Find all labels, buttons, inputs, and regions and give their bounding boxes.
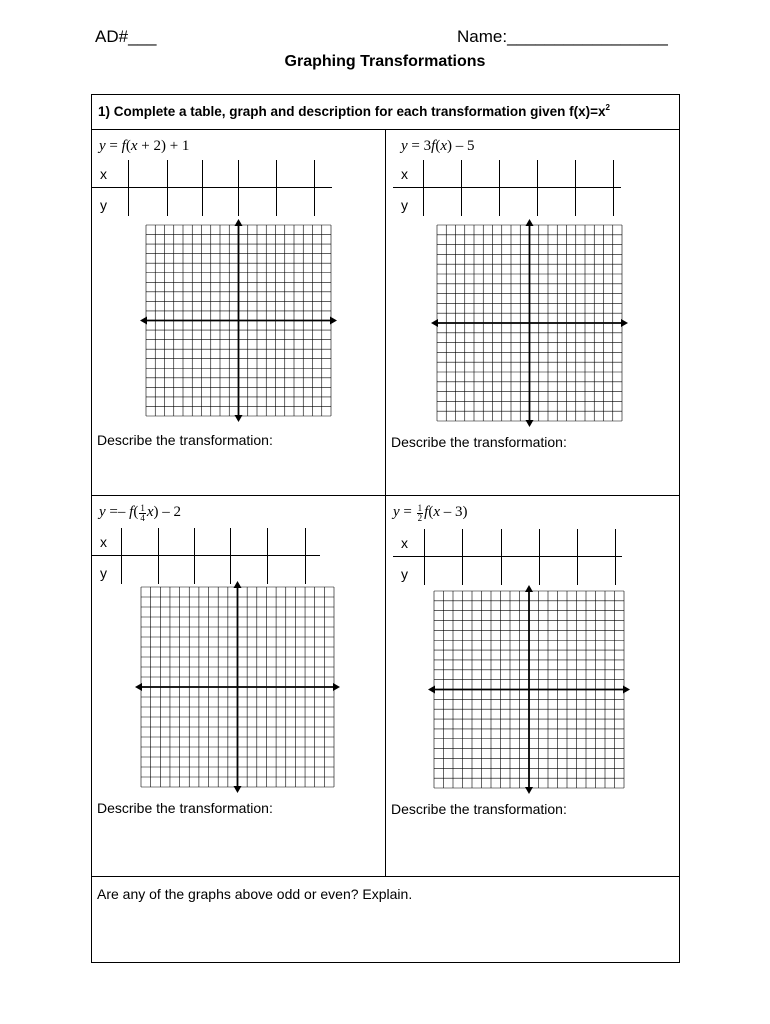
- xy-table[interactable]: [92, 160, 332, 216]
- table-column-rule: [167, 160, 168, 216]
- eq-part: (: [125, 138, 131, 154]
- fraction: [139, 504, 146, 523]
- arrow-up-icon: [525, 585, 533, 592]
- grid-svg: [431, 219, 628, 427]
- grid-svg: [428, 585, 630, 794]
- arrow-up-icon: [234, 581, 242, 588]
- table-column-rule: [499, 160, 500, 216]
- describe-label: Describe the transformation:: [97, 432, 273, 448]
- instructions-text: 1) Complete a table, graph and description for each transformation given f(x)=x: [98, 104, 606, 119]
- eq-func-f: f: [431, 138, 436, 154]
- arrow-left-icon: [428, 686, 435, 694]
- eq-var-x: x: [433, 504, 440, 520]
- arrow-left-icon: [140, 317, 147, 325]
- fraction-denominator: 4: [140, 513, 145, 523]
- table-column-rule: [423, 160, 424, 216]
- eq-part: = 3: [407, 138, 432, 154]
- eq-part: =–: [105, 504, 130, 520]
- describe-label: Describe the transformation:: [391, 801, 567, 817]
- arrow-right-icon: [623, 686, 630, 694]
- describe-label: Describe the transformation:: [391, 434, 567, 450]
- table-column-rule: [314, 160, 315, 216]
- arrow-down-icon: [235, 415, 243, 422]
- eq-part: + 2) + 1: [137, 138, 190, 154]
- equation: [99, 504, 181, 523]
- table-column-rule: [577, 529, 578, 585]
- x-label: x: [401, 535, 408, 551]
- equation: [393, 504, 467, 523]
- eq-func-f: f: [424, 504, 429, 520]
- eq-var-y: y: [401, 138, 408, 154]
- y-label: y: [401, 197, 408, 213]
- table-column-rule: [461, 160, 462, 216]
- y-label: y: [100, 565, 107, 581]
- eq-var-y: y: [99, 504, 106, 520]
- eq-part: (: [435, 138, 441, 154]
- table-column-rule: [305, 528, 306, 584]
- fraction-denominator: 2: [417, 513, 423, 523]
- xy-table[interactable]: [393, 160, 621, 216]
- table-column-rule: [615, 529, 616, 585]
- page-title: Graphing Transformations: [284, 53, 486, 70]
- eq-func-f: f: [121, 138, 126, 154]
- table-column-rule: [194, 528, 195, 584]
- table-column-rule: [462, 529, 463, 585]
- table-column-rule: [121, 528, 122, 584]
- instructions: [92, 95, 679, 130]
- table-column-rule: [539, 529, 540, 585]
- table-column-rule: [202, 160, 203, 216]
- arrow-left-icon: [135, 683, 142, 691]
- arrow-right-icon: [621, 319, 628, 327]
- arrow-right-icon: [333, 683, 340, 691]
- eq-part: – 3): [439, 504, 468, 520]
- row-divider: [92, 876, 679, 877]
- ad-number-field[interactable]: AD#___: [95, 27, 157, 46]
- table-column-rule: [613, 160, 614, 216]
- instructions-exponent: 2: [605, 103, 610, 112]
- table-column-rule: [238, 160, 239, 216]
- eq-var-x: x: [130, 138, 138, 154]
- arrow-right-icon: [330, 317, 337, 325]
- eq-part: (: [133, 504, 139, 520]
- odd-even-question: Are any of the graphs above odd or even? Explain.: [97, 886, 413, 902]
- fraction-numerator: 1: [140, 503, 145, 513]
- problem-2: [386, 130, 679, 495]
- eq-var-y: y: [99, 138, 106, 154]
- eq-var-x: x: [146, 504, 154, 520]
- x-label: x: [100, 166, 107, 182]
- arrow-up-icon: [235, 219, 243, 226]
- eq-part: (: [428, 504, 434, 520]
- coordinate-grid[interactable]: [431, 219, 628, 427]
- problem-3: [92, 496, 385, 876]
- table-rule: [393, 556, 622, 557]
- arrow-down-icon: [525, 787, 533, 794]
- table-column-rule: [501, 529, 502, 585]
- eq-part: =: [105, 138, 122, 154]
- table-rule: [92, 555, 320, 556]
- arrow-down-icon: [234, 786, 242, 793]
- worksheet: [91, 94, 680, 963]
- table-column-rule: [575, 160, 576, 216]
- fraction-numerator: 1: [417, 503, 423, 513]
- eq-part: ) – 5: [446, 138, 475, 154]
- xy-table[interactable]: [393, 529, 622, 585]
- arrow-up-icon: [526, 219, 534, 226]
- eq-var-x: x: [440, 138, 447, 154]
- grid-svg: [140, 219, 337, 422]
- coordinate-grid[interactable]: [140, 219, 337, 422]
- table-column-rule: [267, 528, 268, 584]
- table-column-rule: [158, 528, 159, 584]
- arrow-left-icon: [431, 319, 438, 327]
- table-column-rule: [276, 160, 277, 216]
- eq-func-f: f: [129, 504, 134, 520]
- table-column-rule: [230, 528, 231, 584]
- arrow-down-icon: [526, 420, 534, 427]
- grid-svg: [135, 581, 340, 793]
- name-field[interactable]: Name:_________________: [457, 27, 668, 46]
- x-label: x: [401, 166, 408, 182]
- y-label: y: [401, 566, 408, 582]
- table-column-rule: [424, 529, 425, 585]
- y-label: y: [100, 197, 107, 213]
- eq-var-y: y: [393, 504, 400, 520]
- equation: [99, 138, 189, 155]
- xy-table[interactable]: [92, 528, 320, 584]
- describe-label: Describe the transformation:: [97, 800, 273, 816]
- problem-1: [92, 130, 385, 495]
- equation: [401, 138, 474, 155]
- eq-part: ) – 2: [153, 504, 181, 520]
- table-column-rule: [537, 160, 538, 216]
- coordinate-grid[interactable]: [135, 581, 340, 793]
- eq-part: =: [399, 504, 416, 520]
- problem-4: [386, 496, 679, 876]
- x-label: x: [100, 534, 107, 550]
- table-column-rule: [128, 160, 129, 216]
- table-rule: [393, 187, 621, 188]
- coordinate-grid[interactable]: [428, 585, 630, 794]
- fraction: [417, 504, 424, 523]
